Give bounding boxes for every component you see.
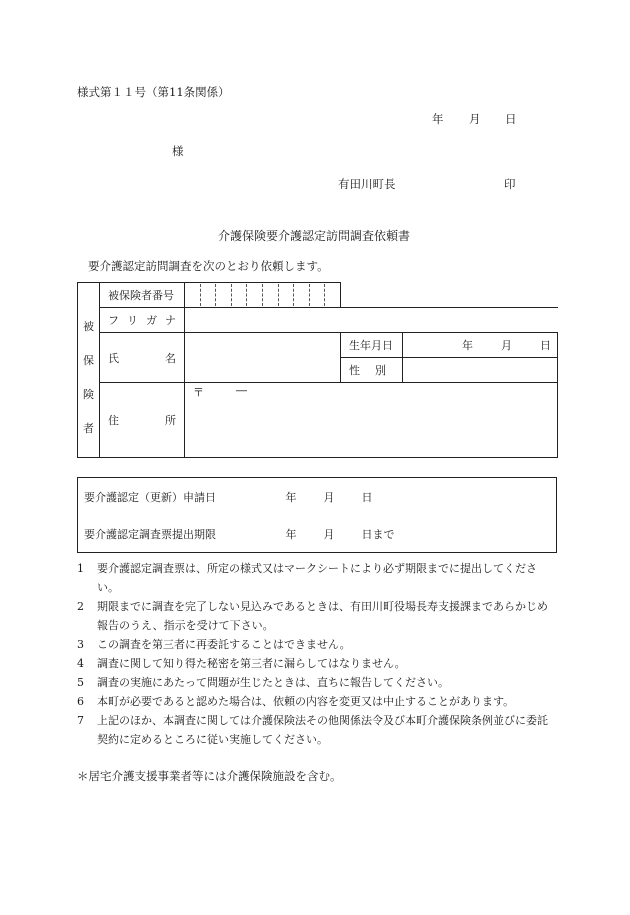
issuer-name: 有田川町長 [338,177,396,191]
note-item: 2 期限までに調査を完了しない見込みであるときは、有田川町役場長寿支援課まであらかじめ報告のうえ、指示を受けて下さい。 [77,600,548,632]
insured-table [77,282,558,458]
date-month-label: 月 [469,112,481,126]
postal-mark: 〒 [193,386,204,399]
note-item: 6 本町が必要であると認めた場合は、依頼の内容を変更又は中止することがあります。 [77,695,515,708]
note-item: 5 調査の実施にあたって問題が生じたときは、直ちに報告してください。 [77,676,449,689]
address-label: 住 所 [100,383,185,458]
notes-list [77,559,557,749]
name-label: 氏 名 [100,333,185,383]
name-field[interactable] [185,333,341,383]
insured-number-field[interactable] [185,283,341,308]
furigana-label: フ リ ガ ナ [100,308,185,333]
postal-dash: ― [236,384,247,397]
note-item: 3 この調査を第三者に再委託することはできません。 [77,638,351,651]
gender-label: 性 別 [341,358,403,383]
insured-side-label: 被 保 険 者 [78,283,100,458]
dates-table [77,477,557,553]
note-item: 4 調査に関して知り得た秘密を第三者に漏らしてはなりません。 [77,657,406,670]
birthdate-field[interactable]: 年 月 日 [403,333,558,358]
date-day-label: 日 [505,112,517,126]
gender-field[interactable] [403,358,558,383]
addressee-suffix: 様 [172,144,184,158]
application-date-field[interactable]: 年 月 日 [285,490,373,504]
document-title: 介護保険要介護認定訪問調査依頼書 [218,229,411,243]
insured-number-label: 被保険者番号 [100,283,185,308]
birthdate-label: 生年月日 [341,333,403,358]
date-year-label: 年 [432,112,444,126]
seal-mark: 印 [504,177,516,191]
form-number: 様式第１１号（第11条関係） [77,85,230,99]
deadline-label: 要介護認定調査票提出期限 [84,527,216,541]
furigana-field[interactable] [185,308,558,333]
application-date-label: 要介護認定（更新）申請日 [84,490,216,504]
note-item: 7 上記のほか、本調査に関しては介護保険法その他関係法令及び本町介護保険条例並びに委託契約に定めるところに従い実施してください。 [77,714,548,746]
intro-text: 要介護認定訪問調査を次のとおり依頼します。 [88,259,329,273]
note-item: 1 要介護認定調査票は、所定の様式又はマークシートにより必ず期限までに提出してください。 [77,562,537,594]
footnote: ＊居宅介護支援事業者等には介護保険施設を含む。 [77,769,342,783]
address-field[interactable] [185,383,558,458]
deadline-field[interactable]: 年 月 日まで [285,527,395,541]
